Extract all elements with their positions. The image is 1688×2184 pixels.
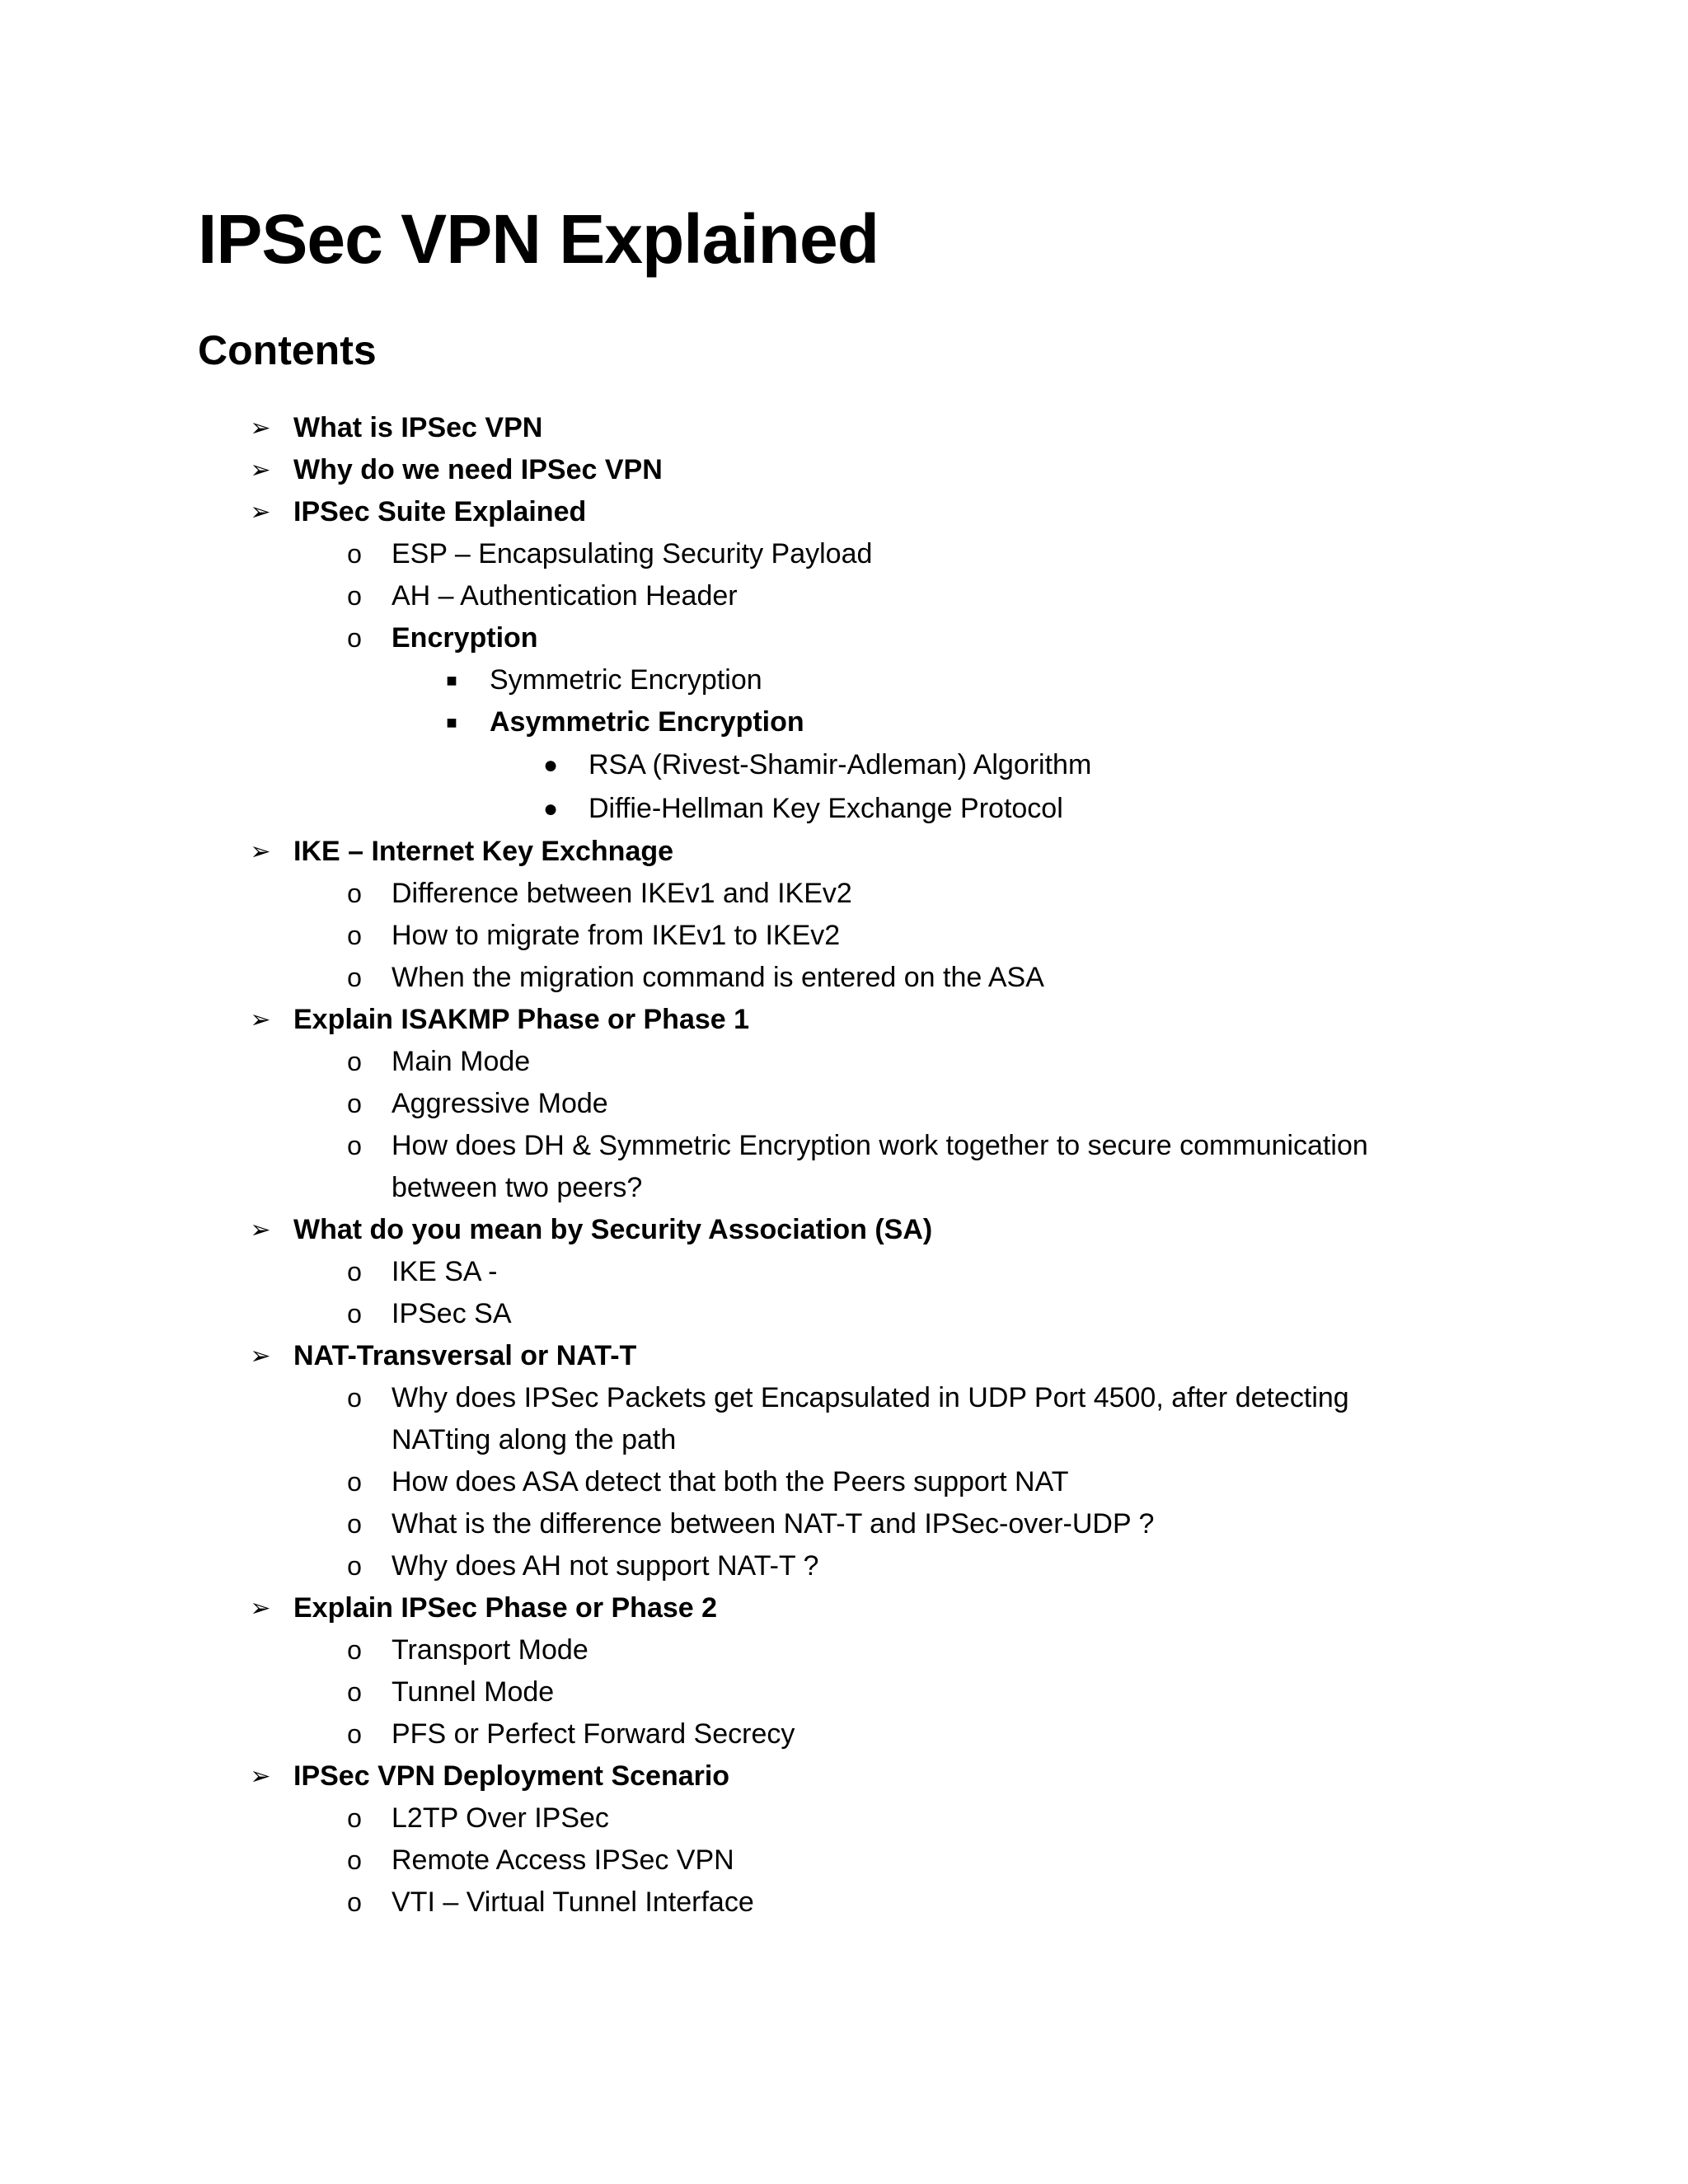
circle-bullet-icon: o (347, 1677, 362, 1707)
toc-item-text: Aggressive Mode (392, 1088, 608, 1119)
circle-bullet-icon: o (347, 623, 362, 653)
toc-item (0, 1840, 1688, 1882)
square-bullet-icon: ■ (446, 670, 457, 691)
arrow-bullet-icon: ➢ (250, 1595, 271, 1622)
circle-bullet-icon: o (347, 539, 362, 569)
toc-item-text: Main Mode (392, 1046, 531, 1077)
circle-bullet-icon: o (347, 1887, 362, 1917)
toc-item (0, 1545, 1688, 1587)
toc-item-text: Explain IPSec Phase or Phase 2 (293, 1592, 718, 1624)
toc-item (0, 1209, 1688, 1251)
arrow-bullet-icon: ➢ (250, 499, 271, 526)
toc-item (0, 743, 1688, 787)
toc-item-text: Why does IPSec Packets get Encapsulated in UDP Port 4500, after detecting NATting along the path (392, 1382, 1349, 1455)
arrow-bullet-icon: ➢ (250, 1216, 271, 1244)
toc-item-text: How does ASA detect that both the Peers support NAT (392, 1466, 1069, 1497)
toc-item-text: Remote Access IPSec VPN (392, 1844, 734, 1876)
circle-bullet-icon: o (347, 1257, 362, 1286)
circle-bullet-icon: o (347, 1551, 362, 1581)
toc-item (0, 1671, 1688, 1713)
toc-item-text: Why does AH not support NAT-T ? (392, 1550, 819, 1582)
toc-item-text: When the migration command is entered on the ASA (392, 962, 1044, 993)
circle-bullet-icon: o (347, 1131, 362, 1160)
toc-item (0, 449, 1688, 491)
toc-item (0, 1251, 1688, 1293)
arrow-bullet-icon: ➢ (250, 1763, 271, 1790)
circle-bullet-icon: o (347, 1803, 362, 1833)
square-bullet-icon: ■ (446, 712, 457, 733)
toc-item (0, 915, 1688, 957)
arrow-bullet-icon: ➢ (250, 415, 271, 442)
toc-item (0, 1335, 1688, 1377)
circle-bullet-icon: o (347, 1845, 362, 1875)
toc-item-text: RSA (Rivest-Shamir-Adleman) Algorithm (588, 749, 1092, 780)
toc-item (0, 1083, 1688, 1125)
toc-item (0, 1587, 1688, 1629)
circle-bullet-icon: o (347, 581, 362, 611)
toc-item-text: Encryption (392, 622, 538, 654)
toc-item (0, 957, 1688, 999)
toc-item (0, 1713, 1688, 1755)
toc-item-text: Diffie-Hellman Key Exchange Protocol (588, 793, 1063, 824)
circle-bullet-icon: o (347, 1635, 362, 1665)
toc-item-text: How to migrate from IKEv1 to IKEv2 (392, 920, 841, 951)
toc-item-text: AH – Authentication Header (392, 580, 738, 612)
arrow-bullet-icon: ➢ (250, 457, 271, 484)
toc-item-text: Explain ISAKMP Phase or Phase 1 (293, 1004, 750, 1035)
dot-bullet-icon: ● (542, 752, 559, 779)
toc-item (0, 1755, 1688, 1797)
toc-item (0, 873, 1688, 915)
toc-item (0, 1629, 1688, 1671)
circle-bullet-icon: o (347, 879, 362, 908)
toc-item-text: Symmetric Encryption (490, 664, 762, 696)
toc-item (0, 999, 1688, 1041)
document-title: IPSec VPN Explained (198, 200, 879, 278)
toc-item (0, 1503, 1688, 1545)
toc-item (0, 1377, 1688, 1461)
contents-heading: Contents (198, 327, 377, 373)
toc-item (0, 659, 1688, 701)
toc-item-text: Tunnel Mode (392, 1676, 555, 1708)
toc-item (0, 533, 1688, 575)
toc-item-text: L2TP Over IPSec (392, 1802, 609, 1834)
toc-item (0, 1797, 1688, 1840)
dot-bullet-icon: ● (542, 795, 559, 823)
toc-item (0, 617, 1688, 659)
toc-item-text: Difference between IKEv1 and IKEv2 (392, 878, 852, 909)
toc-item-text: What is IPSec VPN (293, 412, 543, 443)
toc-item (0, 701, 1688, 743)
arrow-bullet-icon: ➢ (250, 1006, 271, 1033)
toc-item-text: NAT-Transversal or NAT-T (293, 1340, 637, 1371)
arrow-bullet-icon: ➢ (250, 1343, 271, 1370)
circle-bullet-icon: o (347, 1719, 362, 1749)
toc-item-text: Why do we need IPSec VPN (293, 454, 663, 485)
toc-item (0, 1125, 1688, 1209)
circle-bullet-icon: o (347, 1467, 362, 1497)
toc-item (0, 1041, 1688, 1083)
table-of-contents (0, 407, 1688, 1924)
circle-bullet-icon: o (347, 963, 362, 992)
toc-item-text: IPSec Suite Explained (293, 496, 587, 527)
toc-item (0, 1461, 1688, 1503)
toc-item-text: PFS or Perfect Forward Secrecy (392, 1718, 795, 1750)
toc-item-text: IKE SA - (392, 1256, 498, 1287)
toc-item-text: What is the difference between NAT-T and IPSec-over-UDP ? (392, 1508, 1155, 1540)
toc-item (0, 1293, 1688, 1335)
circle-bullet-icon: o (347, 921, 362, 950)
toc-item-text: What do you mean by Security Association (SA) (293, 1214, 933, 1245)
toc-item-text: Asymmetric Encryption (490, 706, 804, 738)
circle-bullet-icon: o (347, 1089, 362, 1118)
toc-item-text: How does DH & Symmetric Encryption work together to secure communication between two peers? (392, 1130, 1368, 1203)
arrow-bullet-icon: ➢ (250, 838, 271, 865)
circle-bullet-icon: o (347, 1383, 362, 1413)
toc-item-text: ESP – Encapsulating Security Payload (392, 538, 873, 569)
toc-item-text: IKE – Internet Key Exchnage (293, 836, 674, 867)
toc-item (0, 787, 1688, 831)
toc-item-text: Transport Mode (392, 1634, 588, 1666)
toc-item (0, 575, 1688, 617)
circle-bullet-icon: o (347, 1509, 362, 1539)
toc-item-text: VTI – Virtual Tunnel Interface (392, 1886, 754, 1918)
circle-bullet-icon: o (347, 1299, 362, 1329)
toc-item (0, 491, 1688, 533)
toc-item-text: IPSec VPN Deployment Scenario (293, 1760, 730, 1792)
toc-item-text: IPSec SA (392, 1298, 512, 1329)
circle-bullet-icon: o (347, 1047, 362, 1076)
toc-item (0, 831, 1688, 873)
toc-item (0, 407, 1688, 449)
toc-item (0, 1882, 1688, 1924)
